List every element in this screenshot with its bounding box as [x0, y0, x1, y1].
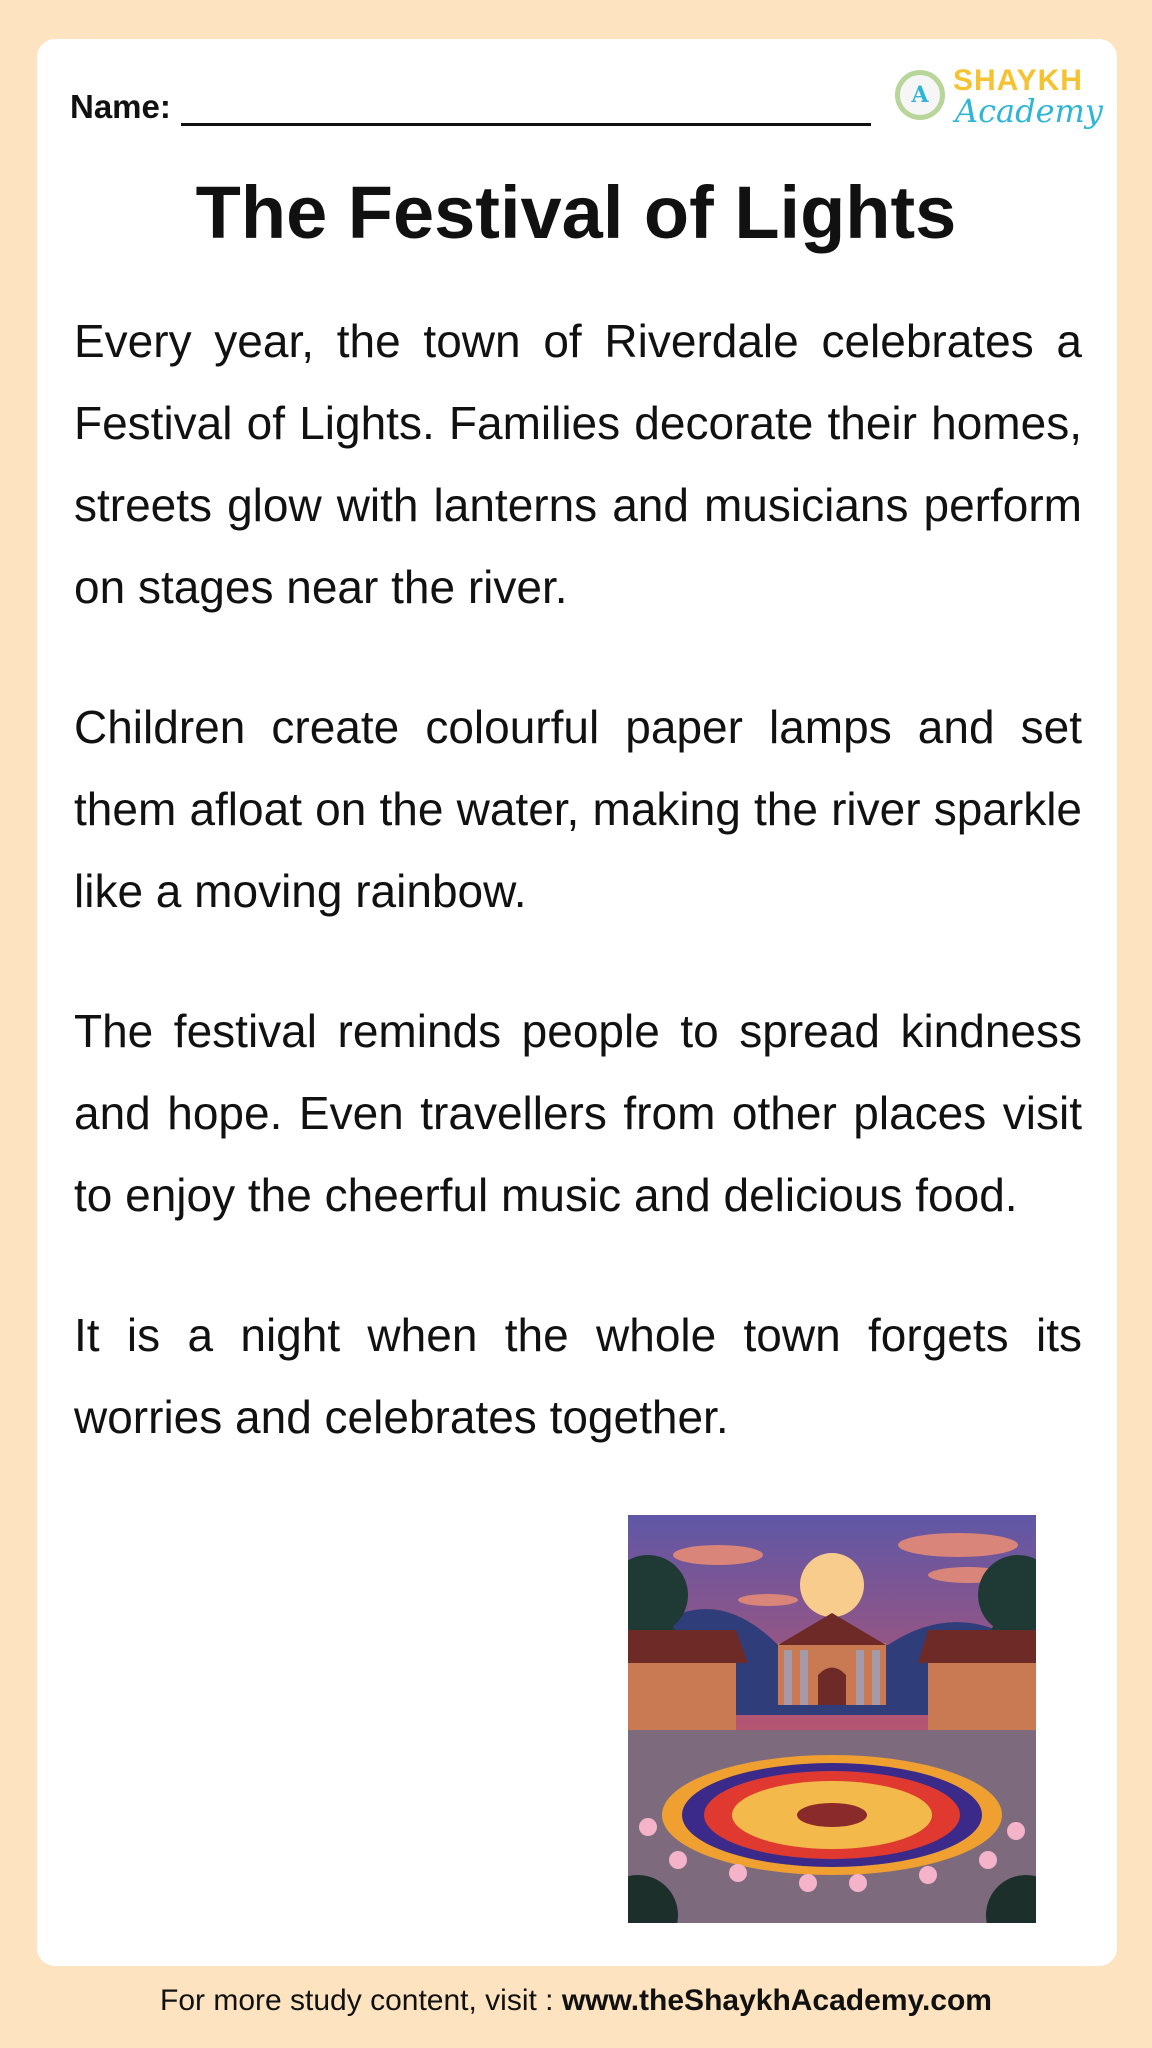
page-title: The Festival of Lights [195, 171, 957, 254]
paragraph: Every year, the town of Riverdale celebrates a Festival of Lights. Families decorate their homes, streets glow with lanterns and musicians perform on stages near the river. [74, 315, 1082, 613]
name-field[interactable] [70, 88, 871, 126]
name-input-line[interactable] [181, 93, 871, 126]
paragraph: It is a night when the whole town forgets its worries and celebrates together. [74, 1309, 1082, 1443]
paragraph: Children create colourful paper lamps and set them afloat on the water, making the river sparkle like a moving rainbow. [74, 701, 1082, 917]
logo-brand-bottom: Academy [955, 92, 1103, 130]
name-label: Name: [70, 88, 171, 125]
footer-website-link[interactable]: www.theShaykhAcademy.com [561, 1984, 992, 2017]
footer [0, 1984, 1152, 2018]
footer-prefix: For more study content, visit : [160, 1984, 562, 2017]
logo-brand-top: SHAYKH [953, 64, 1083, 97]
logo-seal-letter: A [911, 82, 929, 108]
paragraph: The festival reminds people to spread kindness and hope. Even travellers from other places visit to enjoy the cheerful music and delicious food. [74, 1005, 1082, 1221]
story-text [74, 300, 1082, 1516]
logo-seal-icon [895, 70, 945, 120]
shaykh-academy-logo [895, 64, 1103, 134]
festival-illustration [628, 1515, 1036, 1923]
